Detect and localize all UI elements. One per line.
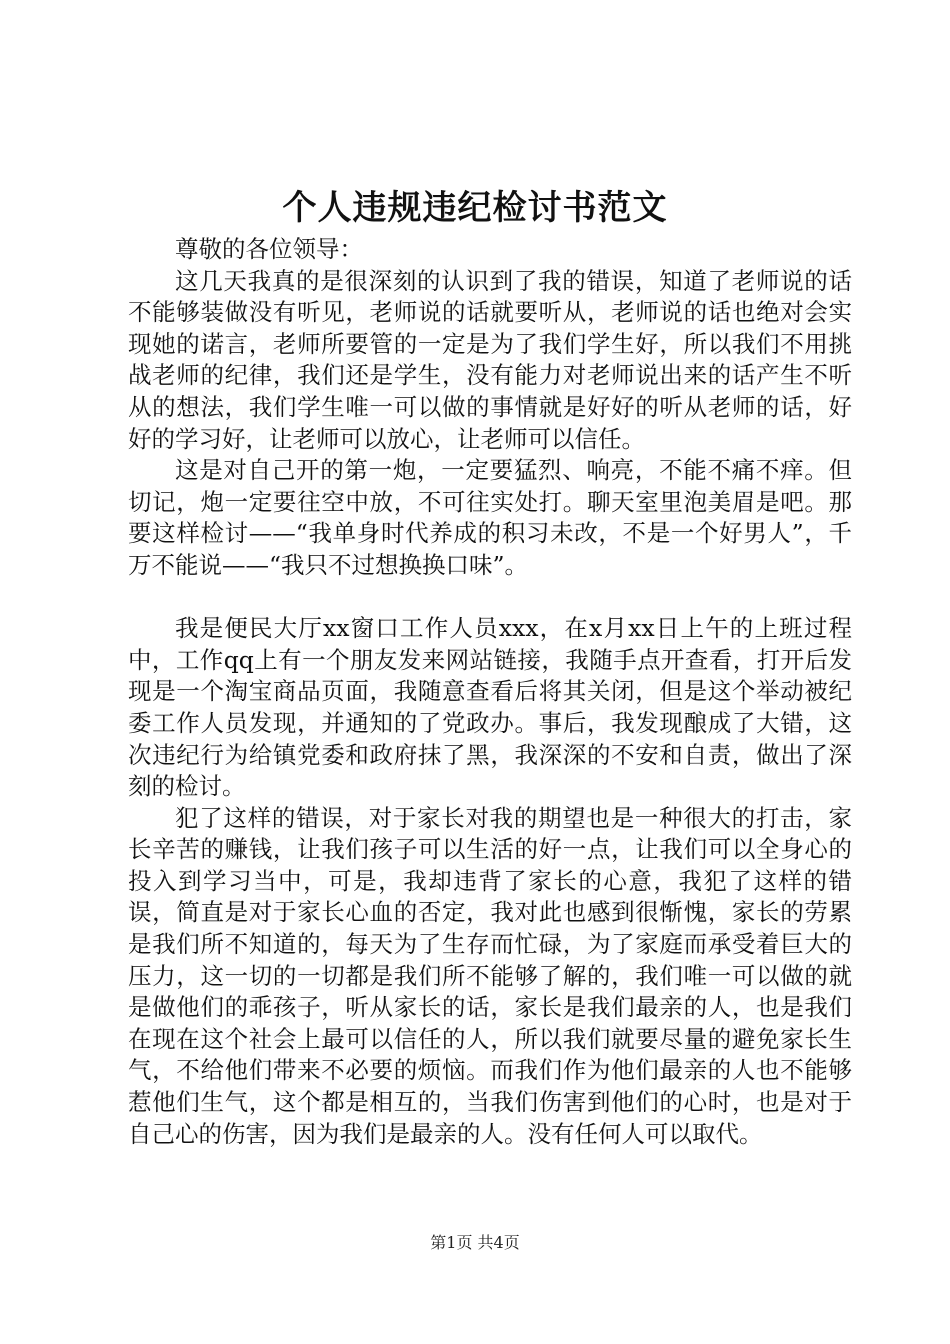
paragraph-1: 这几天我真的是很深刻的认识到了我的错误，知道了老师说的话不能够装做没有听见，老师说的话就要听从，老师说的话也绝对会实现她的诺言，老师所要管的一定是为了我们学生好，所以我们不用挑战老师的纪律，我们还是学生，没有能力对老师说出来的话产生不听从的想法，我们学生唯一可以做的事情就是好好的听从老师的话，好好的学习好，让老师可以放心，让老师可以信任。 — [128, 266, 852, 453]
paragraph-3: 我是便民大厅xx窗口工作人员xxx，在x月xx日上午的上班过程中，工作qq上有一个朋友发来网站链接，我随手点开查看，打开后发现是一个淘宝商品页面，我随意查看后将其关闭，但是这个举动被纪委工作人员发现，并通知的了党政办。事后，我发现酿成了大错，这次违纪行为给镇党委和政府抹了黑，我深深的不安和自责，做出了深刻的检讨。 — [128, 614, 852, 801]
paragraph-4: 犯了这样的错误，对于家长对我的期望也是一种很大的打击，家长辛苦的赚钱，让我们孩子可以生活的好一点，让我们可以全身心的投入到学习当中，可是，我却违背了家长的心意，我犯了这样的错误，简直是对于家长心血的否定，我对此也感到很惭愧，家长的劳累是我们所不知道的，每天为了生存而忙碌，为了家庭而承受着巨大的压力，这一切的一切都是我们所不能够了解的，我们唯一可以做的就是做他们的乖孩子，听从家长的话，家长是我们最亲的人，也是我们在现在这个社会上最可以信任的人，所以我们就要尽量的避免家长生气，不给他们带来不必要的烦恼。而我们作为他们最亲的人也不能够惹他们生气，这个都是相互的，当我们伤害到他们的心时，也是对于自己心的伤害，因为我们是最亲的人。没有任何人可以取代。 — [128, 803, 852, 1148]
document-title: 个人违规违纪检讨书范文 — [282, 188, 668, 228]
paragraph-2: 这是对自己开的第一炮，一定要猛烈、响亮，不能不痛不痒。但切记，炮一定要往空中放，不可往实处打。聊天室里泡美眉是吧。那要这样检讨——“我单身时代养成的积习未改，不是一个好男人”，千万不能说——“我只不过想换换口味”。 — [128, 456, 852, 579]
document-body — [128, 234, 852, 1150]
salutation: 尊敬的各位领导： — [175, 235, 363, 263]
page-number-footer: 第1页 共4页 — [430, 1233, 520, 1252]
